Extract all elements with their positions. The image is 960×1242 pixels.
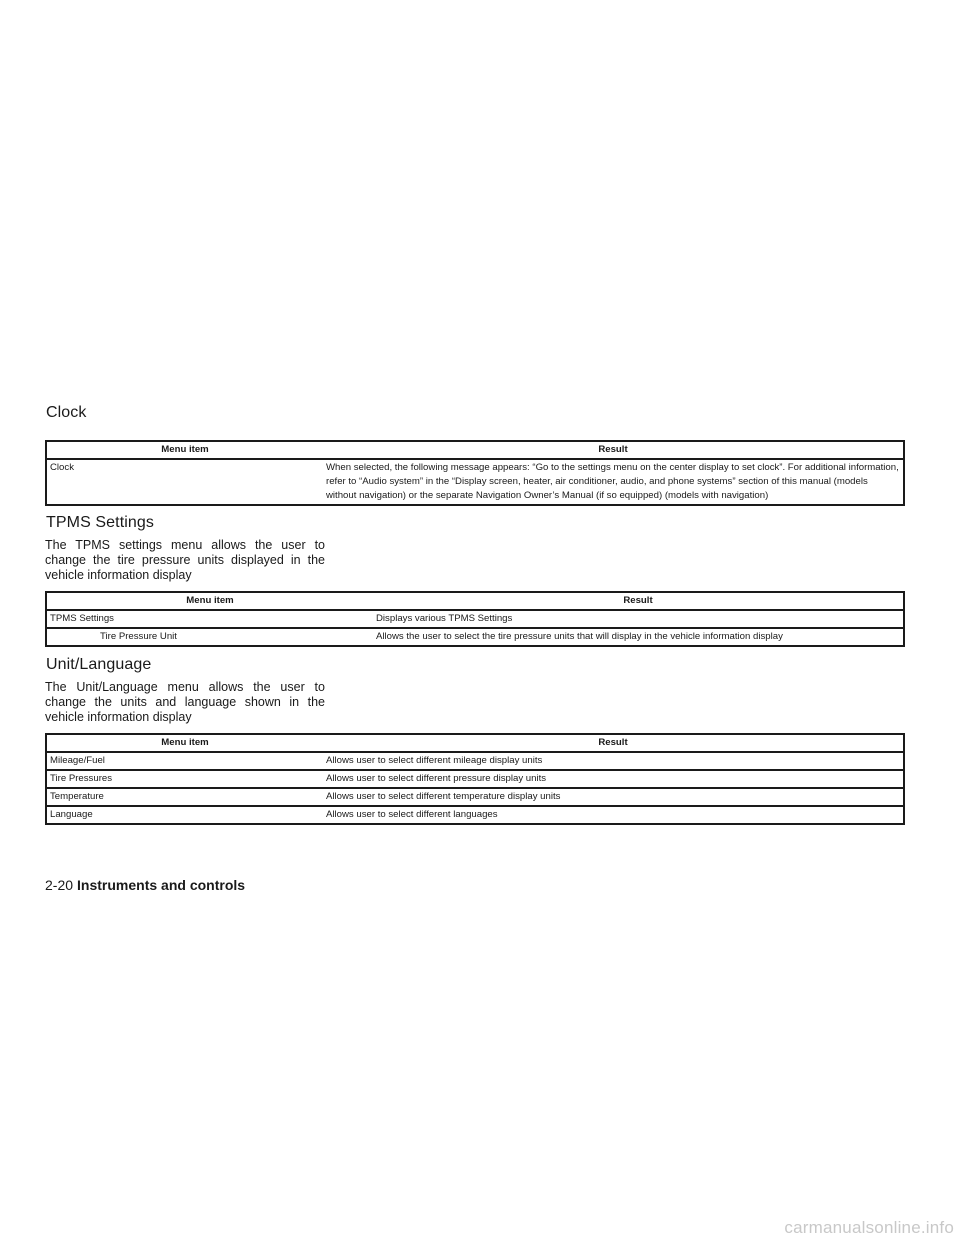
table-row <box>46 628 904 646</box>
result-cell: Displays various TPMS Settings <box>373 610 904 628</box>
column-header-menu-item: Menu item <box>46 441 323 459</box>
table-header-row <box>46 592 904 610</box>
tpms-intro-paragraph: The TPMS settings menu allows the user to change the tire pressure units displayed in the vehicle information display <box>45 538 325 582</box>
result-cell: Allows user to select different temperature display units <box>323 788 904 806</box>
table-row <box>46 788 904 806</box>
menu-item-cell: Language <box>46 806 323 824</box>
menu-item-cell: Clock <box>46 459 323 505</box>
result-cell: Allows user to select different pressure display units <box>323 770 904 788</box>
column-header-result: Result <box>373 592 904 610</box>
column-header-result: Result <box>323 441 904 459</box>
watermark: carmanualsonline.info <box>784 1218 954 1237</box>
chapter-title: Instruments and controls <box>77 877 246 893</box>
table-row <box>46 459 904 505</box>
table-header-row <box>46 441 904 459</box>
section-title-unit-language: Unit/Language <box>46 656 152 673</box>
table-row <box>46 752 904 770</box>
unit-language-table <box>45 733 905 825</box>
table-row <box>46 610 904 628</box>
section-title-tpms-settings: TPMS Settings <box>46 514 155 531</box>
unit-language-intro-paragraph: The Unit/Language menu allows the user to change the units and language shown in the vehicle information display <box>45 680 325 724</box>
page-number: 2-20 <box>45 877 74 893</box>
result-cell: Allows the user to select the tire pressure units that will display in the vehicle information display <box>373 628 904 646</box>
result-cell: When selected, the following message appears: “Go to the settings menu on the center display to set clock”. For additional information, refer to “Audio system” in the “Display screen, heater, air conditioner, audio, and phone systems” section of this manual (models without navigation) or the separate Navigation Owner’s Manual (if so equipped) (models with navigation) <box>323 459 904 505</box>
section-title-clock: Clock <box>46 404 87 421</box>
table-row <box>46 806 904 824</box>
table-header-row <box>46 734 904 752</box>
tpms-table <box>45 591 905 647</box>
result-cell: Allows user to select different languages <box>323 806 904 824</box>
page-footer <box>45 877 245 893</box>
submenu-item-cell: Tire Pressure Unit <box>46 628 373 646</box>
document-body <box>45 404 905 825</box>
result-cell: Allows user to select different mileage display units <box>323 752 904 770</box>
clock-table <box>45 440 905 506</box>
menu-item-cell: TPMS Settings <box>46 610 373 628</box>
column-header-menu-item: Menu item <box>46 592 373 610</box>
menu-item-cell: Mileage/Fuel <box>46 752 323 770</box>
menu-item-cell: Tire Pressures <box>46 770 323 788</box>
column-header-result: Result <box>323 734 904 752</box>
column-header-menu-item: Menu item <box>46 734 323 752</box>
table-row <box>46 770 904 788</box>
menu-item-cell: Temperature <box>46 788 323 806</box>
